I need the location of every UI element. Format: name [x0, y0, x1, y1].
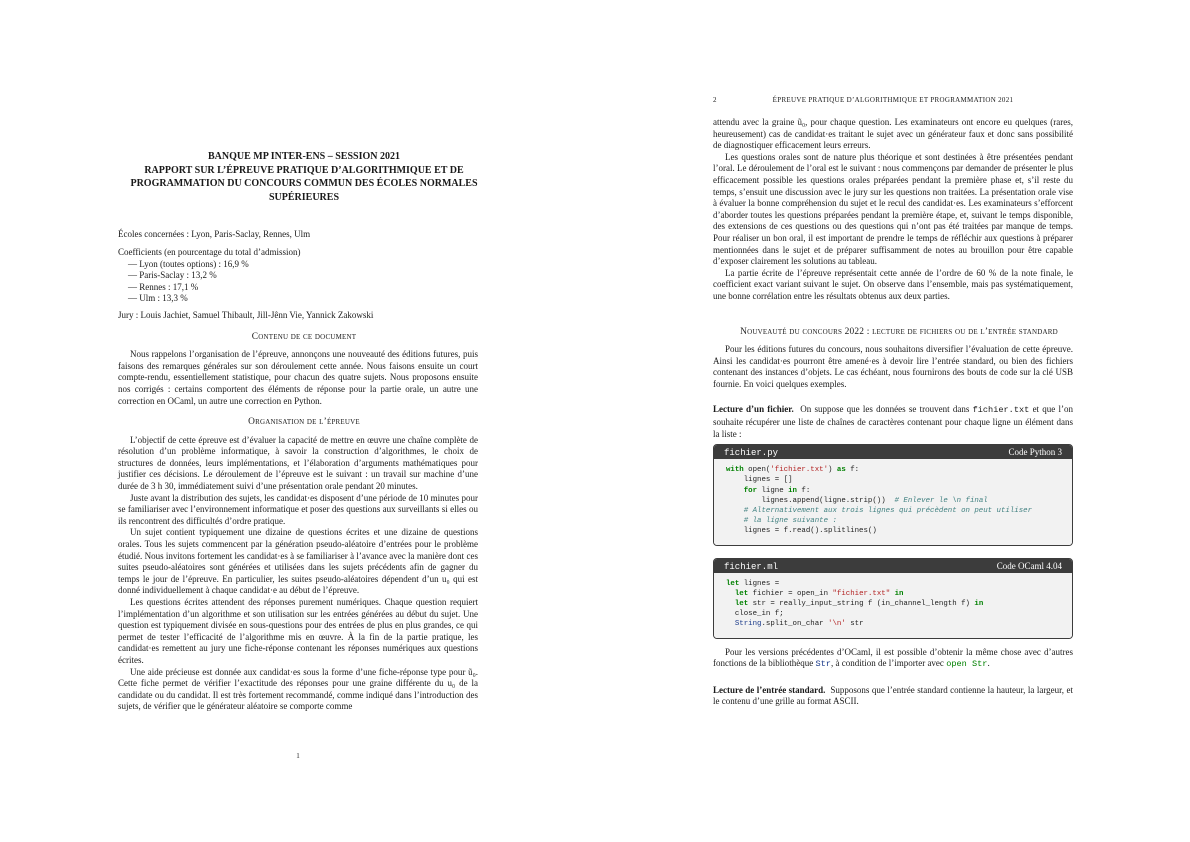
paragraph: La partie écrite de l’épreuve représentait cette année de l’ordre de 60 % de la note finale, le coefficient exact variant suivant le sujet. On observe dans l’ensemble, mais pas systématiquement, une bonne corrélation entre les résultats obtenus aux deux parties. — [713, 267, 1073, 301]
list-item: — Lyon (toutes options) : 16,9 % — [128, 259, 478, 271]
paragraph: Un sujet contient typiquement une dizaine de questions écrites et une dizaine de questions orales. Tous les sujets commencent par la génération pseudo-aléatoire d’entrées pour le problème étudié. Nous invitons fortement les candidat·es à se familiariser à l’avance avec la manière dont ces suites pseudo-aléatoires sont générées et utilisées dans les sujets précédents afin de gagner du temps le jour de l’épreuve. En particulier, les suites pseudo-aléatoires dépendent d’un u₀ qui est donné individuellement à chaque candidat·e au début de l’épreuve. — [118, 527, 478, 596]
title-line: SUPÉRIEURES — [268, 191, 340, 203]
jury-line: Jury : Louis Jachiet, Samuel Thibault, Jill-Jênn Vie, Yannick Zakowski — [118, 309, 374, 320]
paragraph: Nous rappelons l’organisation de l’épreuve, annonçons une nouveauté des éditions futures, puis faisons des remarques générales sur son déroulement cette année. Nous faisons ensuite un court compte-rendu, essentiellement statistique, pour chacun des quatre sujets. Nous proposons ensuite nos corrigés : certains comportent des éléments de réponse pour la partie orale, un autre une correction en OCaml, un autre une correction en Python. — [118, 349, 478, 406]
text: On suppose que les données se trouvent dans — [800, 404, 970, 415]
list-item: — Paris-Saclay : 13,2 % — [128, 270, 478, 282]
report-title — [118, 150, 478, 204]
paragraph: Les questions orales sont de nature plus théorique et sont destinées à être présentées pendant l’oral. Le déroulement de l’oral est le suivant : nous commençons par demander de présenter le plus efficacement possible les questions orales préparées pendant la première phase et, s’il reste du temps, s’ensuit une discussion avec le jury sur les questions non traitées. La présentation orale vise à évaluer la bonne compréhension du sujet et le recul des candidat·es. Les examinateurs s’efforcent d’aborder toutes les questions préparées pendant la première étape, et, suivant le temps disponible, des extensions de ces questions ou des questions qui n’ont pas été traitées par manque de temps. Pour réaliser un bon oral, il est important de prendre le temps de réfléchir aux questions à préparer mentionnées dans le sujet et de préparer suffisamment de notes au brouillon pour être capable d’exposer clairement les solutions au tableau. — [713, 151, 1073, 267]
paragraph: attendu avec la graine ũ₀, pour chaque question. Les examinateurs ont encore eu quelques (rares, heureusement) cas de candidat·es traitant le sujet avec un générateur faux et donc sans possibilité de diagnostiquer efficacement leurs erreurs. — [713, 117, 1073, 151]
paragraph — [713, 685, 1073, 708]
text: et que l’on souhaite récupérer une liste de chaînes de caractères contenant pour chaque ligne un élément dans la liste : — [713, 404, 1074, 439]
code-filename: fichier.ml — [724, 561, 779, 572]
code-language: Code OCaml 4.04 — [996, 560, 1062, 571]
code-inline: Str — [815, 659, 831, 670]
paragraph — [713, 404, 1073, 440]
code-block-python — [713, 444, 1073, 545]
code-filename: fichier.py — [724, 448, 779, 459]
code-block-ocaml — [713, 558, 1073, 639]
paragraph: Juste avant la distribution des sujets, les candidat·es disposent d’une période de 10 minutes pour se familiariser avec l’environnement informatique et poser des questions aux surveillants si elles ou ils rencontrent des difficultés d’ordre pratique. — [118, 492, 478, 526]
code-header — [714, 559, 1072, 573]
text: . — [987, 658, 990, 669]
paragraph: Une aide précieuse est donnée aux candidat·es sous la forme d’une fiche-réponse type pour ũ₀. Cette fiche permet de vérifier l’exactitude des réponses pour une graine différente du u₀ de la candidate ou du candidat. Il est très fortement recommandé, comme indiqué dans l’introduction des sujets, de vérifier que le générateur aléatoire se comporte comme — [118, 666, 478, 712]
page-1-column — [118, 150, 478, 713]
code-inline: open Str — [946, 659, 988, 670]
title-line: BANQUE MP INTER-ENS – SESSION 2021 — [208, 151, 400, 162]
runin-heading: Lecture de l’entrée standard. — [713, 684, 826, 695]
paragraph: Pour les éditions futures du concours, nous souhaitons diversifier l’évaluation de cette épreuve. Ainsi les candidat·es pourront être amené·es à devoir lire l’entrée standard, ou bien des fichiers contenant des instances d’objets. Le cas échéant, nous fournirons des bouts de code sur la clé USB fournie. En voici quelques exemples. — [713, 344, 1073, 389]
coefficients-intro: Coefficients (en pourcentage du total d’admission) — [118, 246, 301, 257]
page-number: 1 — [296, 752, 300, 760]
text: Pour les versions précédentes d’OCaml, il est possible d’obtenir la même chose avec d’autres fonctions de la bibliothèque — [713, 646, 1073, 669]
list-item: — Rennes : 17,1 % — [128, 282, 478, 294]
running-title: ÉPREUVE PRATIQUE D’ALGORITHMIQUE ET PROGRAMMATION 2021 — [772, 96, 1014, 104]
code-body: with open('fichier.txt') as f: lignes = [] for ligne in f: lignes.append(ligne.strip()) # Enlever le \n final # Alternativement aux trois lignes qui précèdent on peut utiliser # la ligne suivante : lignes = f.read().splitlines() — [714, 459, 1072, 544]
list-item: — Ulm : 13,3 % — [128, 293, 478, 305]
section-heading: Organisation de l’épreuve — [248, 417, 360, 428]
filename: fichier.txt — [972, 405, 1030, 416]
schools-line: Écoles concernées : Lyon, Paris-Saclay, Rennes, Ulm — [118, 229, 311, 240]
text: , à condition de l’importer avec — [830, 658, 944, 669]
page-2 — [595, 0, 1190, 842]
runin-heading: Lecture d’un fichier. — [713, 404, 794, 415]
paragraph: Les questions écrites attendent des réponses purement numériques. Chaque question requiert l’implémentation d’un algorithme et son utilisation sur les entrées générées au début du sujet. Une question est typiquement divisée en sous-questions pour des entrées de plus en plus grandes, ce qui permet de tester l’efficacité de l’algorithme mis en œuvre. À la fin de la partie pratique, les candidat·es remettent au jury une fiche-réponse contenant les réponses numériques aux questions écrites. — [118, 597, 478, 665]
paragraph — [713, 647, 1073, 671]
code-language: Code Python 3 — [1008, 447, 1062, 458]
title-line: PROGRAMMATION DU CONCOURS COMMUN DES ÉCOLES NORMALES — [130, 178, 478, 190]
section-heading: Nouveauté du concours 2022 : lecture de fichiers ou de l’entrée standard — [740, 326, 1058, 337]
text: Supposons que l’entrée standard contienne la hauteur, la largeur, et le contenu d’une grille au format ASCII. — [713, 684, 1074, 707]
code-body: let lignes = let fichier = open_in "fichier.txt" in let str = really_input_string f (in_channel_length f) in close_in f; String.split_on_char '\n' str — [714, 573, 1072, 638]
title-line: RAPPORT SUR L’ÉPREUVE PRATIQUE D’ALGORITHMIQUE ET DE — [144, 164, 464, 176]
code-header — [714, 445, 1072, 459]
coefficients-list — [118, 259, 478, 305]
paragraph: L’objectif de cette épreuve est d’évaluer la capacité de mettre en œuvre une chaîne complète de résolution d’un problème informatique, à savoir la construction d’algorithmes, le choix de structures de données, leurs implémentations, et l’élaboration d’arguments mathématiques pour justifier ces décisions. Le déroulement de l’épreuve est le suivant : un travail sur machine d’une durée de 3 h 30, immédiatement suivi d’une présentation orale pendant 20 minutes. — [118, 434, 478, 492]
page-number: 2 — [713, 96, 717, 104]
section-heading: Contenu de ce document — [251, 331, 357, 342]
page-2-column — [713, 117, 1073, 708]
